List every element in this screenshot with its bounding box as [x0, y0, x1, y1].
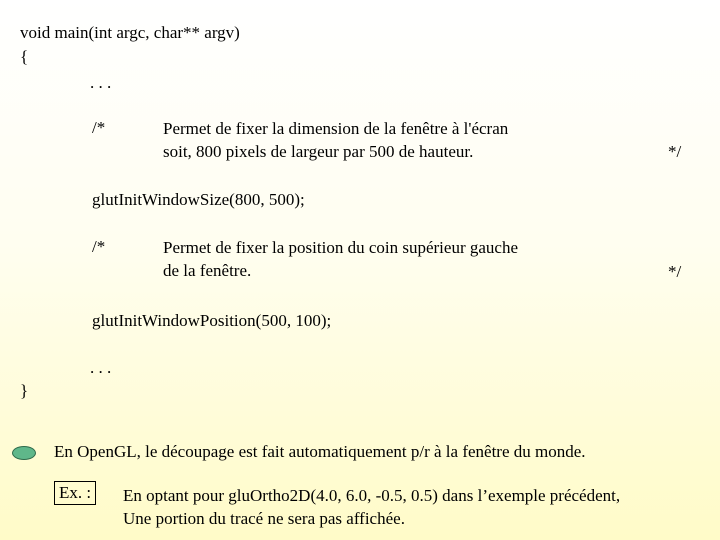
- comment-line: soit, 800 pixels de largeur par 500 de hauteur.: [163, 142, 474, 161]
- comment-open: /*: [92, 118, 106, 137]
- comment-open: /*: [92, 237, 106, 256]
- example-text: [123, 484, 620, 530]
- note-text: En OpenGL, le découpage est fait automatiquement p/r à la fenêtre du monde.: [54, 442, 586, 461]
- close-brace: }: [20, 381, 29, 400]
- comment-text: [163, 117, 508, 163]
- example-label: Ex. :: [54, 481, 96, 505]
- ellipsis: . . .: [90, 358, 112, 377]
- comment-close: */: [668, 142, 682, 161]
- comment-close: */: [668, 262, 682, 281]
- comment-line: de la fenêtre.: [163, 261, 252, 280]
- function-signature: void main(int argc, char** argv): [20, 23, 240, 42]
- code-statement: glutInitWindowSize(800, 500);: [92, 190, 305, 209]
- open-brace: {: [20, 47, 29, 66]
- code-statement: glutInitWindowPosition(500, 100);: [92, 311, 332, 330]
- ellipsis: . . .: [90, 73, 112, 92]
- example-line: En optant pour gluOrtho2D(4.0, 6.0, -0.5, 0.5) dans l’exemple précédent,: [123, 486, 621, 505]
- comment-text: [163, 236, 518, 282]
- example-line: Une portion du tracé ne sera pas affichée.: [123, 509, 405, 528]
- comment-line: Permet de fixer la position du coin supérieur gauche: [163, 238, 518, 257]
- comment-line: Permet de fixer la dimension de la fenêtre à l'écran: [163, 119, 509, 138]
- green-oval-bullet-icon: [12, 446, 36, 460]
